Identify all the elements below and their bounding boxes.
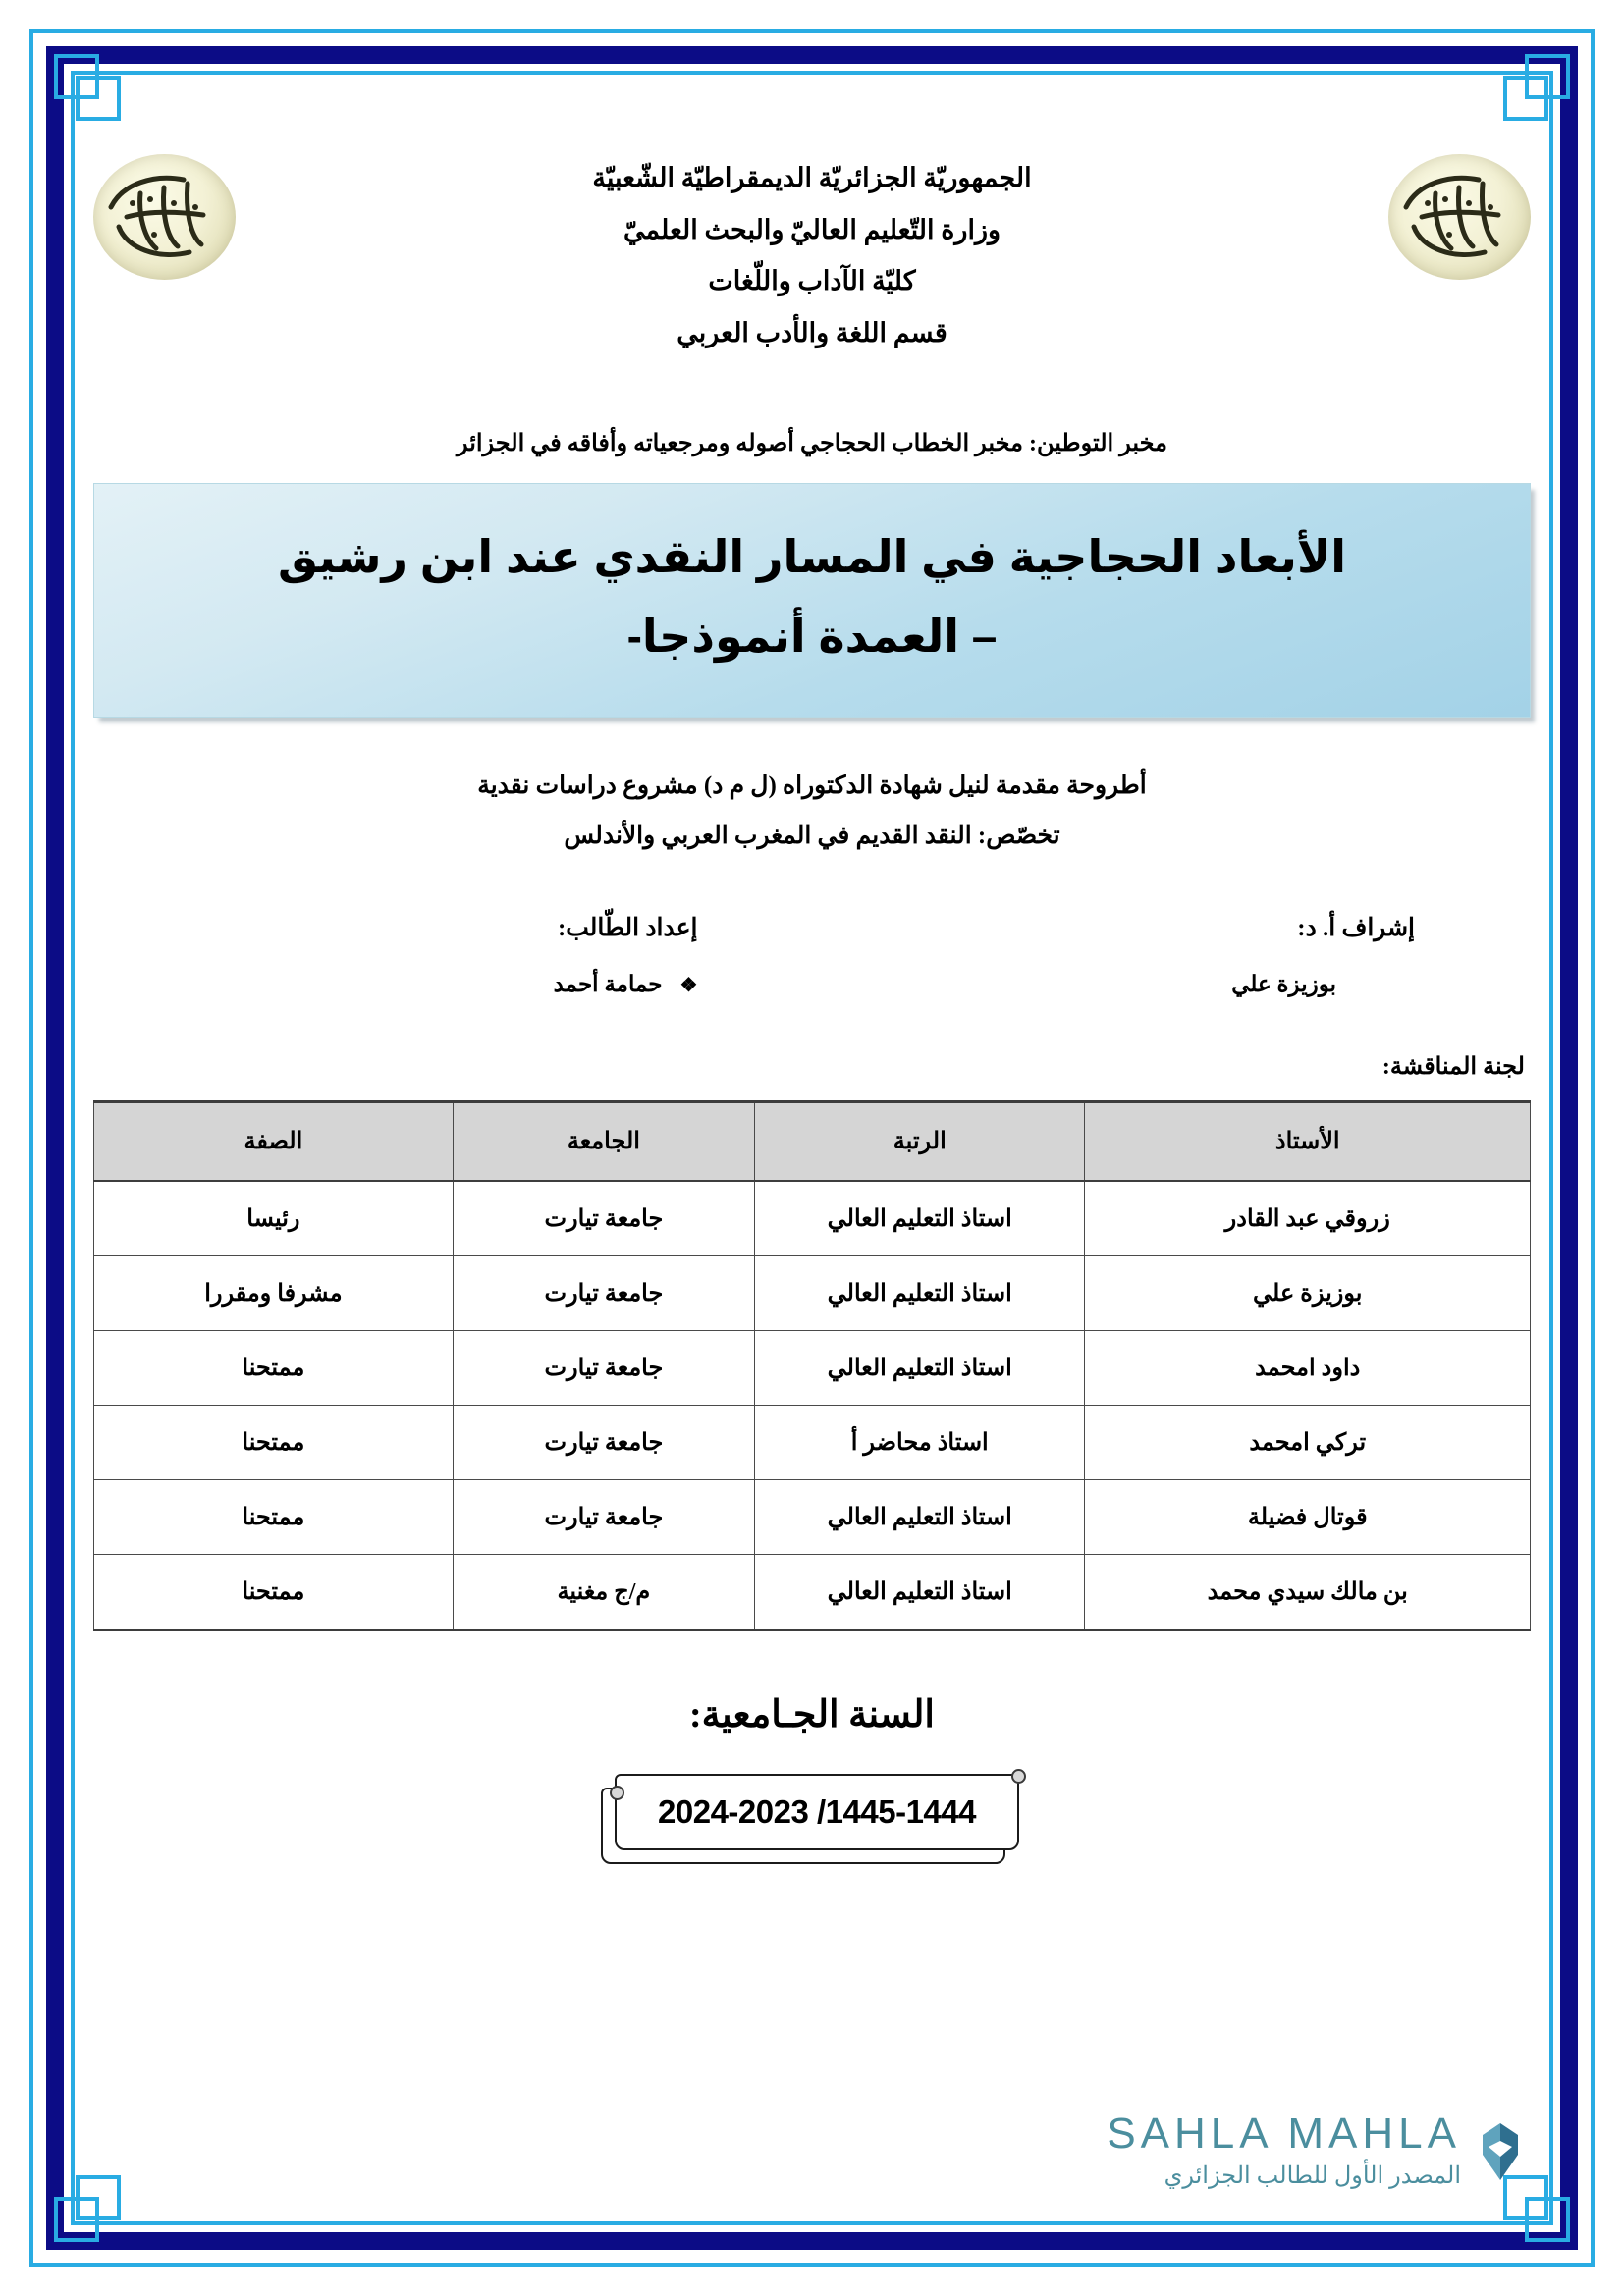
table-row — [94, 1330, 1531, 1405]
column-header-professor: الأستاذ — [1085, 1101, 1531, 1181]
cell-university: م/ج مغنية — [453, 1554, 754, 1629]
page-content — [93, 93, 1531, 2203]
table-row — [94, 1554, 1531, 1629]
jury-table-header-row — [94, 1101, 1531, 1181]
specialization-line: تخصّص: النقد القديم في المغرب العربي والأندلس — [564, 823, 1060, 850]
cell-university: جامعة تيارت — [453, 1255, 754, 1330]
column-header-university: الجامعة — [453, 1101, 754, 1181]
cell-university: جامعة تيارت — [453, 1181, 754, 1256]
cell-professor: قوتال فضيلة — [1085, 1479, 1531, 1554]
cell-role: ممتحنا — [94, 1479, 454, 1554]
university-seal-icon — [1388, 154, 1531, 280]
student-name: حمامة أحمد — [553, 971, 663, 996]
cell-professor: بن مالك سيدي محمد — [1085, 1554, 1531, 1629]
degree-statement: أطروحة مقدمة لنيل شهادة الدكتوراه (ل م د) مشروع دراسات نقدية — [477, 773, 1147, 799]
university-seal-icon — [93, 154, 236, 280]
student-label: إعداد الطّالب: — [557, 914, 698, 941]
thesis-title-box — [93, 483, 1531, 718]
sahla-mahla-logo-icon — [1475, 2121, 1526, 2182]
academic-year-value: 2024-2023 /1445-1444 — [658, 1792, 976, 1830]
ministry-line: وزارة التّعليم العاليّ والبحث العلميّ — [623, 214, 1001, 244]
department-line: قسم اللغة والأدب العربي — [677, 317, 947, 347]
academic-year-scroll-wrap — [93, 1772, 1531, 1866]
table-row — [94, 1181, 1531, 1256]
republic-line: الجمهوريّة الجزائريّة الديمقراطيّة الشّعبيّة — [592, 163, 1032, 192]
thesis-title-line-1: الأبعاد الحجاجية في المسار النقدي عند ابن رشيق — [278, 531, 1346, 582]
table-row — [94, 1405, 1531, 1479]
table-row — [94, 1479, 1531, 1554]
watermark-brand-ar: المصدر الأول للطالب الجزائري — [1164, 2163, 1461, 2189]
cell-rank: استاذ التعليم العالي — [755, 1479, 1085, 1554]
diamond-bullet-icon: ❖ — [679, 974, 698, 996]
cell-rank: استاذ التعليم العالي — [755, 1255, 1085, 1330]
column-header-role: الصفة — [94, 1101, 454, 1181]
cell-role: ممتحنا — [94, 1330, 454, 1405]
watermark-brand-en: SAHLA MAHLA — [1107, 2109, 1461, 2158]
jury-label: لجنة المناقشة: — [1381, 1053, 1525, 1080]
cell-role: ممتحنا — [94, 1554, 454, 1629]
watermark-text — [1107, 2109, 1461, 2190]
faculty-line: كليّة الآداب واللّغات — [708, 266, 916, 296]
scroll-front-sheet — [615, 1774, 1019, 1850]
academic-year-label: السنة الجـامعية: — [689, 1693, 935, 1735]
student-name-row — [93, 972, 697, 997]
cell-role: ممتحنا — [94, 1405, 454, 1479]
supervisor-label: إشراف أ. د: — [1297, 914, 1415, 941]
watermark — [1107, 2109, 1526, 2190]
column-header-rank: الرتبة — [755, 1101, 1085, 1181]
border-corner-ornament — [54, 2197, 99, 2242]
cell-rank: استاذ محاضر أ — [755, 1405, 1085, 1479]
cell-professor: بوزيزة علي — [1085, 1255, 1531, 1330]
border-corner-ornament — [1525, 2197, 1570, 2242]
laboratory-line: مخبر التوطين: مخبر الخطاب الحجاجي أصوله ومرجعياته وأفاقه في الجزائر — [456, 431, 1168, 456]
student-block — [93, 913, 754, 997]
cell-role: مشرفا ومقررا — [94, 1255, 454, 1330]
cell-university: جامعة تيارت — [453, 1330, 754, 1405]
cell-professor: داود امحمد — [1085, 1330, 1531, 1405]
jury-table — [93, 1100, 1531, 1631]
degree-info — [93, 761, 1531, 862]
cell-rank: استاذ التعليم العالي — [755, 1330, 1085, 1405]
cell-role: رئيسا — [94, 1181, 454, 1256]
supervisor-block — [870, 913, 1531, 997]
cell-university: جامعة تيارت — [453, 1479, 754, 1554]
table-row — [94, 1255, 1531, 1330]
scroll-curl-icon — [610, 1786, 624, 1800]
institution-header — [93, 93, 1531, 378]
cell-rank: استاذ التعليم العالي — [755, 1554, 1085, 1629]
academic-year-scroll — [601, 1772, 1023, 1866]
cell-professor: تركي امحمد — [1085, 1405, 1531, 1479]
cell-university: جامعة تيارت — [453, 1405, 754, 1479]
cell-rank: استاذ التعليم العالي — [755, 1181, 1085, 1256]
author-supervisor-row — [93, 913, 1531, 997]
border-corner-ornament — [1525, 54, 1570, 99]
institution-header-lines — [93, 152, 1531, 359]
cell-professor: زروقي عبد القادر — [1085, 1181, 1531, 1256]
supervisor-name: بوزيزة علي — [1231, 971, 1336, 996]
scroll-curl-icon — [1011, 1769, 1026, 1784]
thesis-title-line-2: – العمدة أنموذجا- — [626, 610, 998, 662]
